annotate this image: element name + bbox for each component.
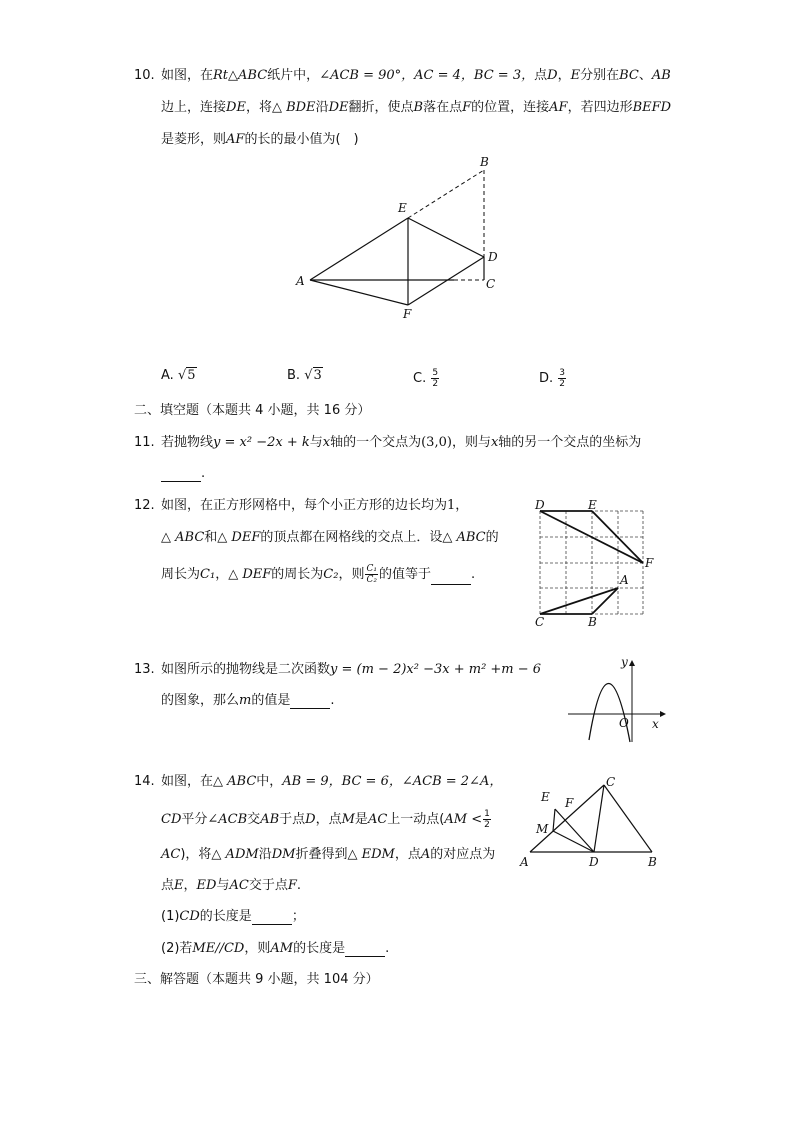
label-E: E [588, 498, 597, 512]
q13-number: 13. [134, 662, 155, 677]
segment-AE [310, 218, 408, 280]
label-O: O [619, 716, 629, 730]
section-3-heading: 三、解答题（本题共 9 小题，共 104 分） [134, 972, 379, 987]
section-2-heading: 二、填空题（本题共 4 小题，共 16 分） [134, 403, 371, 418]
label-A: A [620, 573, 629, 587]
label-E: E [541, 790, 550, 804]
q14-answer-blank-1[interactable] [252, 912, 292, 925]
q14-answer-blank-2[interactable] [345, 944, 385, 957]
label-B: B [648, 855, 657, 869]
y-axis-arrow [629, 660, 635, 666]
label-E: E [398, 201, 407, 215]
q10-option-a[interactable]: A. √5 [161, 368, 196, 383]
q10-option-b[interactable]: B. √3 [287, 368, 322, 383]
label-A: A [296, 274, 305, 288]
q12-grid [540, 511, 643, 614]
q10-line1: 如图，在Rt△ABC纸片中，∠ACB = 90°，AC = 4，BC = 3，点D，E分别在BC、AB [161, 68, 671, 83]
x-axis-arrow [660, 711, 666, 717]
label-B: B [588, 615, 597, 629]
q12-answer-blank[interactable] [431, 572, 471, 585]
q14-figure [516, 774, 666, 874]
q12-line1: 如图，在正方形网格中，每个小正方形的边长均为1， [161, 498, 469, 513]
q14-line1: 如图，在△ ABC中，AB = 9，BC = 6，∠ACB = 2∠A， [161, 774, 503, 789]
segment-MD [553, 831, 594, 852]
q13-figure [564, 654, 668, 746]
q11-line2: . [161, 466, 205, 482]
q14-subq1: (1)CD的长度是 ； [161, 909, 305, 924]
label-F: F [565, 796, 574, 810]
q14-number: 14. [134, 774, 155, 789]
q11-number: 11. [134, 435, 155, 450]
label-C: C [486, 277, 496, 291]
q12-figure [530, 498, 660, 630]
segment-FD [408, 257, 484, 305]
label-D: D [535, 498, 545, 512]
q12-line2: △ ABC和△ DEF的顶点都在网格线的交点上．设△ ABC的 [161, 530, 499, 545]
q10-option-c[interactable]: C. $\frac{5}{2}$ [413, 368, 439, 389]
label-C: C [535, 615, 545, 629]
q10-line3: 是菱形，则AF的长的最小值为( ) [161, 132, 359, 147]
label-C: C [606, 775, 616, 789]
q11-line1: 若抛物线y = x² −2x + k与x轴的一个交点为(3,0)，则与x轴的另一个交点的坐标为 [161, 435, 642, 450]
q14-line3: AC)，将△ ADM沿DM折叠得到△ EDM，点A的对应点为 [161, 847, 496, 862]
segment-CD [594, 785, 604, 852]
q13-line1: 如图所示的抛物线是二次函数y = (m − 2)x² −3x + m² +m − 6 [161, 662, 542, 677]
q11-answer-blank[interactable] [161, 469, 201, 482]
q10-number: 10. [134, 68, 155, 83]
label-F: F [403, 307, 412, 321]
label-D: D [589, 855, 599, 869]
label-x: x [652, 717, 659, 731]
segment-EB-dashed [408, 170, 484, 218]
q10-option-d[interactable]: D. $\frac{3}{2}$ [539, 368, 566, 389]
parabola-curve [589, 683, 630, 742]
segment-CA [540, 588, 618, 614]
q13-line2: 的图象，那么m的值是 . [161, 693, 335, 708]
label-M: M [536, 822, 549, 836]
q12-line3: 周长为C₁，△ DEF的周长为C₂，则 $\frac{\text{C₁}}{\text{C₂}}$ 的值等于 . [161, 564, 476, 585]
label-A: A [520, 855, 529, 869]
segment-ED [555, 809, 594, 852]
label-y: y [621, 655, 628, 669]
q14-line2: CD平分∠ACB交AB于点D，点M是AC上一动点(AM < $\frac{1}{2}$ [161, 809, 490, 830]
segment-AF [310, 280, 408, 305]
label-F: F [645, 556, 654, 570]
q14-subq2: (2)若ME//CD，则AM的长度是 . [161, 941, 390, 956]
segment-ME [553, 809, 555, 831]
label-B: B [480, 155, 489, 169]
q12-number: 12. [134, 498, 155, 513]
label-D: D [488, 250, 498, 264]
q13-answer-blank[interactable] [290, 696, 330, 709]
q10-figure [290, 152, 510, 324]
segment-CB [604, 785, 652, 852]
segment-ED [408, 218, 484, 257]
q14-line4: 点E，ED与AC交于点F. [161, 878, 301, 893]
q10-line2: 边上，连接DE，将△ BDE沿DE翻折，使点B落在点F的位置，连接AF，若四边形BEFD [161, 100, 672, 115]
